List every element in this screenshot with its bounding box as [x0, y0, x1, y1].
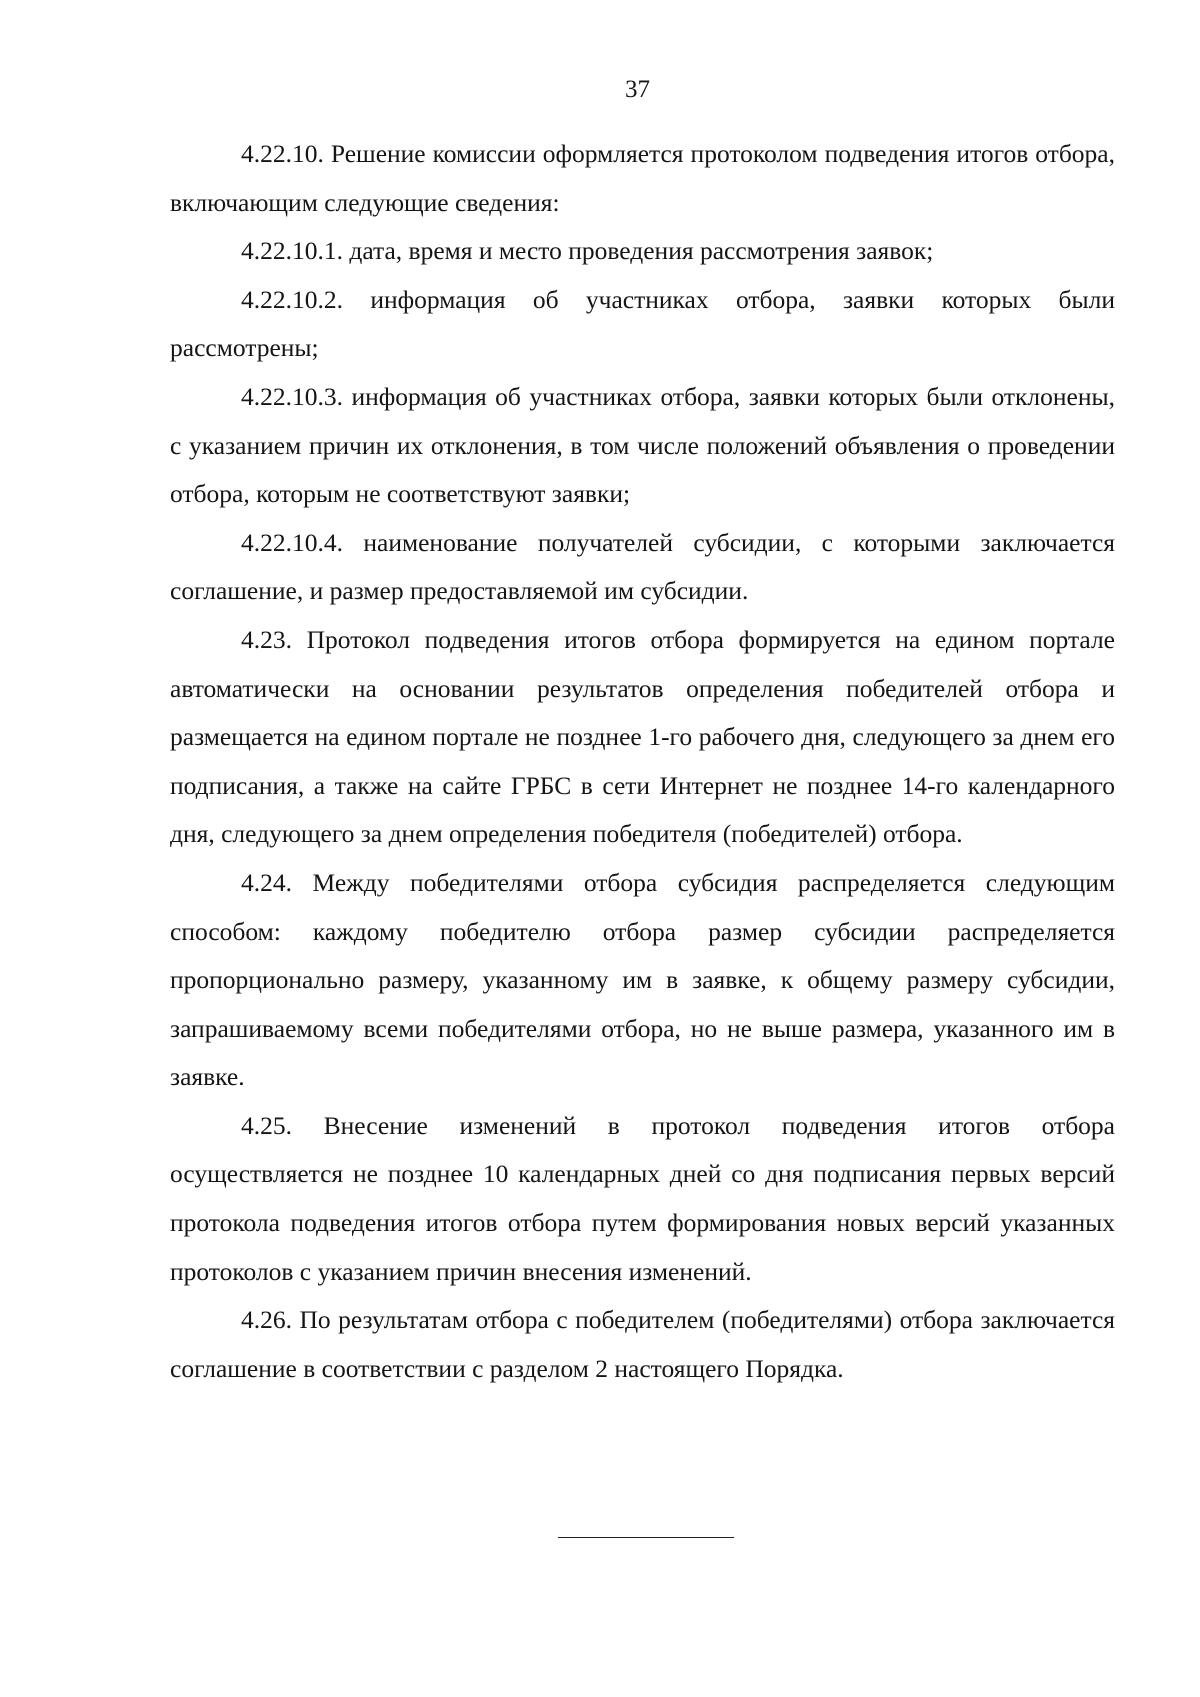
- paragraph-4-22-10-4: 4.22.10.4. наименование получателей субсидии, с которыми заключается соглашение, и размер предоставляемой им субсидии.: [170, 527, 1115, 606]
- page-number: 37: [625, 76, 650, 103]
- paragraph-4-22-10-3: 4.22.10.3. информация об участниках отбора, заявки которых были отклонены, с указанием причин их отклонения, в том числе положений объявления о проведении отбора, которым не соответствуют заявки;: [170, 381, 1115, 509]
- paragraph-4-22-10-1: 4.22.10.1. дата, время и место проведения рассмотрения заявок;: [241, 236, 934, 266]
- document-body: [170, 130, 1115, 1393]
- paragraph-4-22-10-2: 4.22.10.2. информация об участниках отбора, заявки которых были рассмотрены;: [170, 284, 1115, 363]
- paragraph-4-23: 4.23. Протокол подведения итогов отбора формируется на едином портале автоматически на основании результатов определения победителей отбора и размещается на едином портале не позднее 1-го рабочего дня, следующего за днем его подписания, а также на сайте ГРБС в сети Интернет не позднее 14-го календарного дня, следующего за днем определения победителя (победителей) отбора.: [170, 624, 1115, 849]
- paragraph-4-24: 4.24. Между победителями отбора субсидия распределяется следующим способом: каждому победителю отбора размер субсидии распределяется пропорционально размеру, указанному им в заявке, к общему размеру субсидии, запрашиваемому всеми победителями отбора, но не выше размера, указанного им в заявке.: [170, 867, 1115, 1092]
- paragraph-4-22-10: 4.22.10. Решение комиссии оформляется протоколом подведения итогов отбора, включающим следующие сведения:: [170, 139, 1115, 217]
- end-separator-line: [558, 1537, 734, 1538]
- paragraph-4-26: 4.26. По результатам отбора с победителем (победителями) отбора заключается соглашение в соответствии с разделом 2 настоящего Порядка.: [170, 1305, 1115, 1383]
- paragraph-4-25: 4.25. Внесение изменений в протокол подведения итогов отбора осуществляется не позднее 10 календарных дней со дня подписания первых версий протокола подведения итогов отбора путем формирования новых версий указанных протоколов с указанием причин внесения изменений.: [170, 1110, 1115, 1286]
